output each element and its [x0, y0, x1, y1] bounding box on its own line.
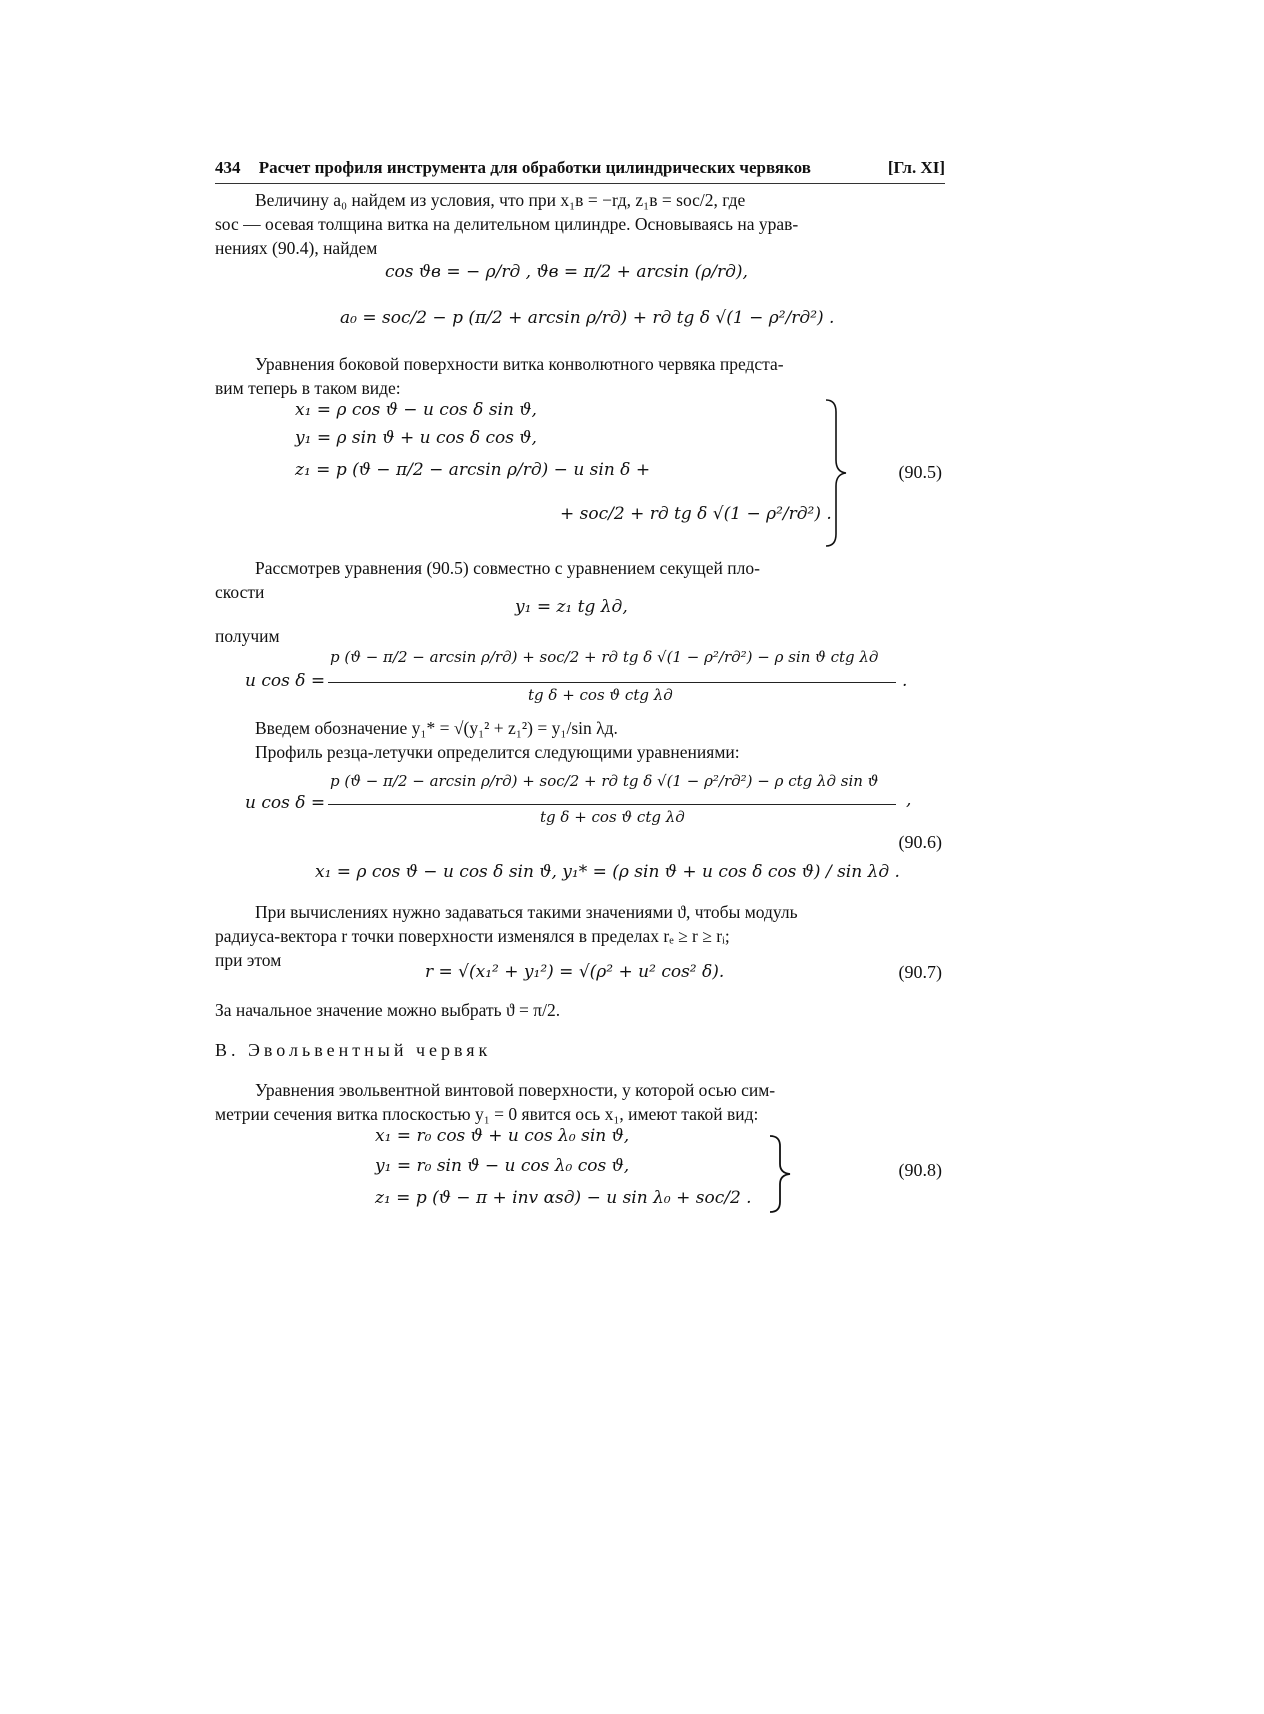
equation-ucos-denominator: tg δ + cos ϑ ctg λд: [528, 686, 673, 704]
text-line: Уравнения боковой поверхности витка конволютного червяка предста-: [255, 354, 784, 374]
running-header: [215, 158, 945, 184]
equation-905-x1: x₁ = ρ cos ϑ − u cos δ sin ϑ,: [295, 400, 537, 420]
equation-906-denominator: tg δ + cos ϑ ctg λд: [540, 808, 685, 826]
equation-906-line2: x₁ = ρ cos ϑ − u cos δ sin ϑ, y₁* = (ρ sin ϑ + u cos δ cos ϑ) / sin λд .: [315, 862, 900, 882]
equation-905-z1: z₁ = p (ϑ − π/2 − arcsin ρ/rд) − u sin δ +: [295, 460, 651, 480]
section-heading: В. Эвольвентный червяк: [215, 1040, 492, 1060]
chapter-label: [Гл. XI]: [887, 158, 945, 177]
paragraph-we-get: [215, 624, 942, 648]
text-line: Рассмотрев уравнения (90.5) совместно с уравнением секущей пло-: [255, 558, 760, 578]
page-number: 434: [215, 158, 241, 177]
text-line: За начальное значение можно выбрать ϑ = π/2.: [215, 1000, 561, 1020]
equation-906-end: ,: [906, 790, 912, 810]
text-line: при этом: [215, 950, 282, 970]
fraction-bar: [328, 804, 896, 805]
equation-ucos-numerator: p (ϑ − π/2 − arcsin ρ/rд) + sос/2 + rд tg δ √(1 − ρ²/rд²) − ρ sin ϑ ctg λд: [330, 648, 879, 666]
paragraph-convolute-surface: [215, 352, 942, 400]
text-line: Величину a₀ найдем из условия, что при x₁в = −rд, z₁в = sос/2, где: [255, 190, 746, 210]
right-brace-icon: [822, 398, 852, 548]
text-line: Уравнения эвольвентной винтовой поверхности, у которой осью сим-: [255, 1080, 776, 1100]
text-line: Профиль резца-летучки определится следующими уравнениями:: [255, 742, 740, 762]
equation-cos-theta-b: cos ϑв = − ρ/rд , ϑв = π/2 + arcsin (ρ/rд),: [385, 262, 748, 282]
paragraph-initial-value: [215, 998, 942, 1022]
equation-907: r = √(x₁² + y₁²) = √(ρ² + u² cos² δ).: [425, 962, 725, 982]
running-title: Расчет профиля инструмента для обработки цилиндрических червяков: [258, 158, 811, 177]
paragraph-a0-condition: [215, 188, 942, 260]
paragraph-involute-surface: [215, 1078, 942, 1126]
equation-number-905: (90.5): [898, 462, 942, 482]
equation-906-lhs: u cos δ =: [245, 793, 326, 813]
equation-ucos-end: .: [902, 671, 908, 691]
text-line: sос — осевая толщина витка на делительном цилиндре. Основываясь на урав-: [215, 214, 799, 234]
equation-908-x1: x₁ = r₀ cos ϑ + u cos λ₀ sin ϑ,: [375, 1126, 630, 1146]
equation-a0: a₀ = sос/2 − p (π/2 + arcsin ρ/rд) + rд tg δ √(1 − ρ²/rд²) .: [340, 308, 835, 328]
text-line: метрии сечения витка плоскостью y₁ = 0 явится ось x₁, имеют такой вид:: [215, 1104, 759, 1124]
equation-ucos-lhs: u cos δ =: [245, 671, 326, 691]
text-line: получим: [215, 626, 280, 646]
equation-908-z1: z₁ = p (ϑ − π + inv αsд) − u sin λ₀ + sос/2 .: [375, 1188, 752, 1208]
equation-906-numerator: p (ϑ − π/2 − arcsin ρ/rд) + sос/2 + rд tg δ √(1 − ρ²/rд²) − ρ ctg λд sin ϑ: [330, 772, 879, 790]
equation-secant-plane: y₁ = z₁ tg λд,: [515, 597, 628, 617]
equation-908-y1: y₁ = r₀ sin ϑ − u cos λ₀ cos ϑ,: [375, 1156, 630, 1176]
text-line: скости: [215, 582, 265, 602]
text-line: Введем обозначение y₁* = √(y₁² + z₁²) = y₁/sin λд.: [255, 718, 618, 738]
equation-905-z1-cont: + sос/2 + rд tg δ √(1 − ρ²/rд²) .: [560, 504, 832, 524]
text-line: нениях (90.4), найдем: [215, 238, 378, 258]
right-brace-icon: [766, 1134, 796, 1214]
equation-number-908: (90.8): [898, 1160, 942, 1180]
text-line: вим теперь в таком виде:: [215, 378, 401, 398]
equation-number-906: (90.6): [898, 832, 942, 852]
equation-905-y1: y₁ = ρ sin ϑ + u cos δ cos ϑ,: [295, 428, 537, 448]
text-line: радиуса-вектора r точки поверхности изменялся в пределах rₑ ≥ r ≥ rᵢ;: [215, 926, 730, 946]
equation-number-907: (90.7): [898, 962, 942, 982]
fraction-bar: [328, 682, 896, 683]
text-line: При вычислениях нужно задаваться такими значениями ϑ, чтобы модуль: [255, 902, 798, 922]
paragraph-notation: [215, 716, 942, 764]
